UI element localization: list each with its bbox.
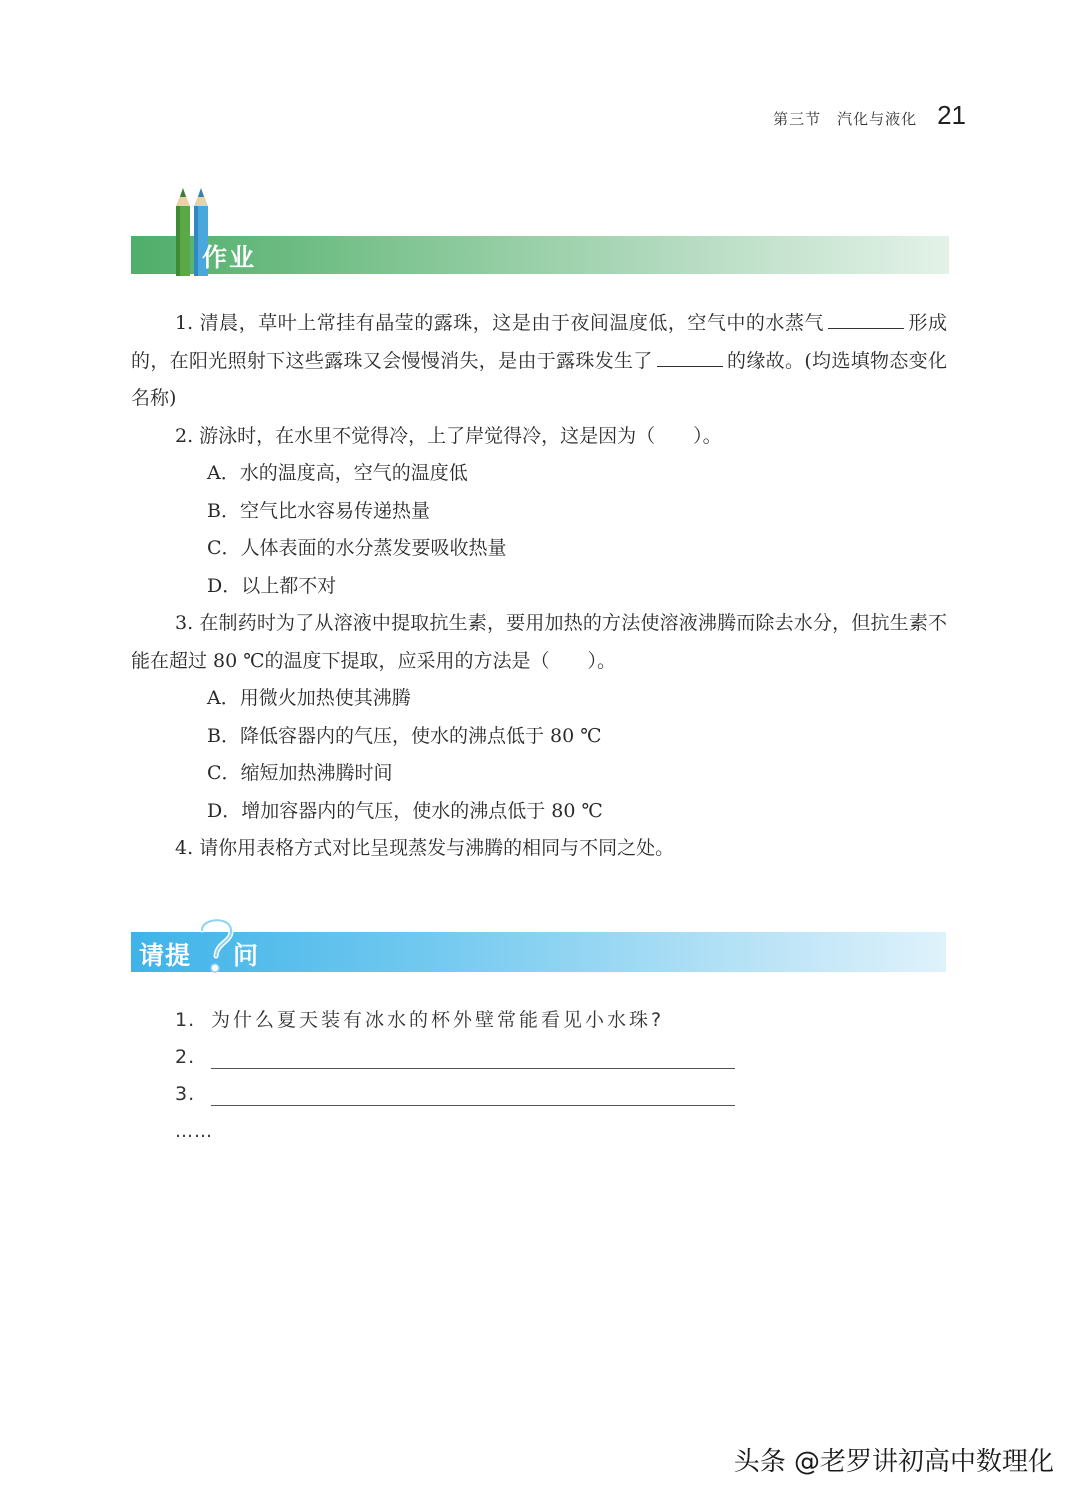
question-1-part2: 形成的，在阳光照射下这些露珠又会慢慢消失，是由于露珠发生了	[131, 312, 947, 372]
question-3-option-c: C．缩短加热沸腾时间	[207, 762, 393, 784]
question-2: 2. 游泳时，在水里不觉得冷，上了岸觉得冷，这是因为（ ）。	[175, 424, 722, 447]
ask-list	[175, 1002, 775, 1150]
homework-title: 作业	[202, 243, 257, 272]
question-3-option-a: A．用微火加热使其沸腾	[207, 687, 411, 709]
answer-line	[211, 1083, 735, 1106]
watermark: 头条 @老罗讲初高中数理化	[733, 1447, 1054, 1477]
ask-title-right: 问	[233, 941, 259, 970]
ellipsis: ……	[175, 1121, 213, 1142]
ask-item	[175, 1002, 775, 1039]
section-title: 第三节 汽化与液化	[773, 110, 918, 128]
ask-item	[175, 1039, 775, 1076]
page-header	[773, 100, 966, 131]
ask-item-number: 3.	[175, 1083, 196, 1105]
ask-item-number: 1.	[175, 1009, 196, 1031]
question-1	[131, 305, 947, 418]
answer-blank	[828, 310, 904, 329]
ask-title-left: 请提	[139, 941, 192, 970]
ask-item	[175, 1076, 775, 1113]
question-3-option-d: D．增加容器内的气压，使水的沸点低于 80 ℃	[207, 799, 603, 822]
ask-item-text: 为什么夏天装有冰水的杯外壁常能看见小水珠?	[211, 1009, 665, 1031]
homework-content	[131, 305, 947, 868]
question-mark-icon	[196, 914, 238, 976]
question-2-option-b: B．空气比水容易传递热量	[207, 499, 430, 522]
question-2-option-d: D．以上都不对	[207, 574, 337, 597]
question-3-option-b: B．降低容器内的气压，使水的沸点低于 80 ℃	[207, 724, 602, 747]
answer-blank	[657, 348, 723, 367]
page-number: 21	[937, 100, 966, 130]
ask-item-number: 2.	[175, 1046, 196, 1068]
answer-line	[211, 1046, 735, 1069]
question-3: 3. 在制药时为了从溶液中提取抗生素，要用加热的方法使溶液沸腾而除去水分，但抗生素不能在超过 80 ℃的温度下提取，应采用的方法是（ ）。	[131, 612, 947, 672]
question-4: 4. 请你用表格方式对比呈现蒸发与沸腾的相同与不同之处。	[175, 837, 675, 859]
question-1-part3: 的缘故。(均选填物态变化名称)	[131, 349, 947, 409]
question-2-option-a: A．水的温度高，空气的温度低	[207, 462, 468, 484]
question-2-option-c: C．人体表面的水分蒸发要吸收热量	[207, 537, 507, 559]
question-1-part1: 1. 清晨，草叶上常挂有晶莹的露珠，这是由于夜间温度低，空气中的水蒸气	[175, 312, 824, 334]
